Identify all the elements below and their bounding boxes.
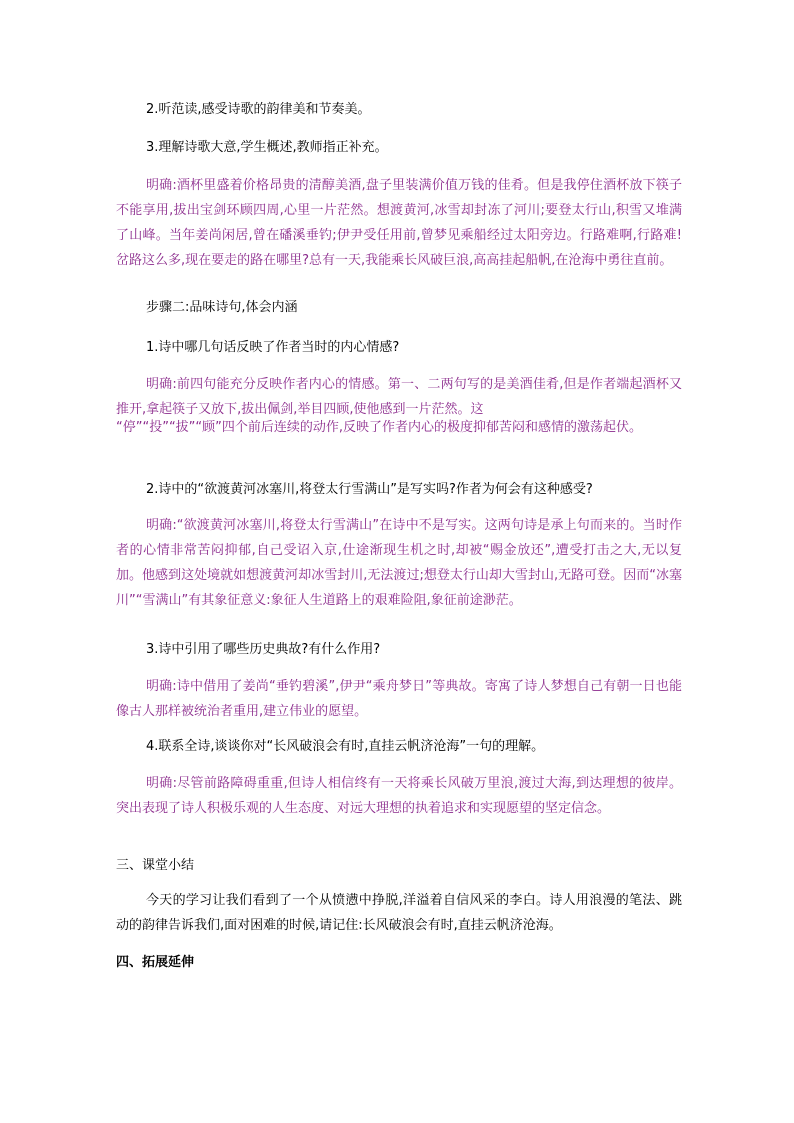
translation-answer: 明确:酒杯里盛着价格昂贵的清醇美酒,盘子里装满价值万钱的佳肴。但是我停住酒杯放下筷子不能享用,拔出宝剑环顾四周,心里一片茫然。想渡黄河,冰雪却封冻了河川;要登太行山,积雪又堆满了山峰。当年姜尚闲居,曾在磻溪垂钓;伊尹受任用前,曾梦见乘船经过太阳旁边。行路难啊,行路难!岔路这么多,现在要走的路在哪里?总有一天,我能乘长风破巨浪,高高挂起船帆,在沧海中勇往直前。: [116, 178, 682, 268]
answer-4: 明确:尽管前路障碍重重,但诗人相信终有一天将乘长风破万里浪,渡过大海,到达理想的彼岸。突出表现了诗人积极乐观的人生态度、对远大理想的执着追求和实现愿望的坚定信念。: [116, 776, 682, 816]
answer-2: 明确:“欲渡黄河冰塞川,将登太行雪满山”在诗中不是写实。这两句诗是承上句而来的。当时作者的心情非常苦闷抑郁,自己受诏入京,仕途渐现生机之时,却被“赐金放还”,遭受打击之大,无以复加。他感到这处境就如想渡黄河却冰雪封川,无法渡过;想登太行山却大雪封山,无路可登。因而“冰塞川”“雪满山”有其象征意义:象征人生道路上的艰难险阻,象征前途渺茫。: [116, 518, 682, 608]
answer-3: 明确:诗中借用了姜尚“垂钓碧溪”,伊尹“乘舟梦日”等典故。寄寓了诗人梦想自己有朝一日也能像古人那样被统治者重用,建立伟业的愿望。: [116, 679, 682, 719]
step-two-heading: 步骤二:品味诗句,体会内涵: [146, 300, 298, 315]
section-four-heading: 四、拓展延伸: [116, 955, 195, 970]
answer-1: 明确:前四句能充分反映作者内心的情感。第一、二两句写的是美酒佳肴,但是作者端起酒杯又推开,拿起筷子又放下,拔出佩剑,举目四顾,使他感到一片茫然。这: [116, 377, 682, 417]
class-summary: 今天的学习让我们看到了一个从愤懑中挣脱,洋溢着自信风采的李白。诗人用浪漫的笔法、跳动的韵律告诉我们,面对困难的时候,请记住:长风破浪会有时,直挂云帆济沧海。: [116, 893, 682, 933]
section-three-heading: 三、课堂小结: [116, 858, 195, 873]
listen-reading-item: 2.听范读,感受诗歌的韵律美和节奏美。: [146, 102, 371, 117]
question-4: 4.联系全诗,谈谈你对“长风破浪会有时,直挂云帆济沧海”一句的理解。: [146, 739, 545, 754]
question-2: 2.诗中的“欲渡黄河冰塞川,将登太行雪满山”是写实吗?作者为何会有这种感受?: [146, 482, 593, 497]
question-1: 1.诗中哪几句话反映了作者当时的内心情感?: [146, 340, 400, 355]
answer-1-continued: “停”“投”“拔”“顾”四个前后连续的动作,反映了作者内心的极度抑郁苦闷和感情的激荡起伏。: [116, 420, 643, 435]
question-3: 3.诗中引用了哪些历史典故?有什么作用?: [146, 642, 381, 657]
understand-meaning-item: 3.理解诗歌大意,学生概述,教师指正补充。: [146, 140, 388, 155]
